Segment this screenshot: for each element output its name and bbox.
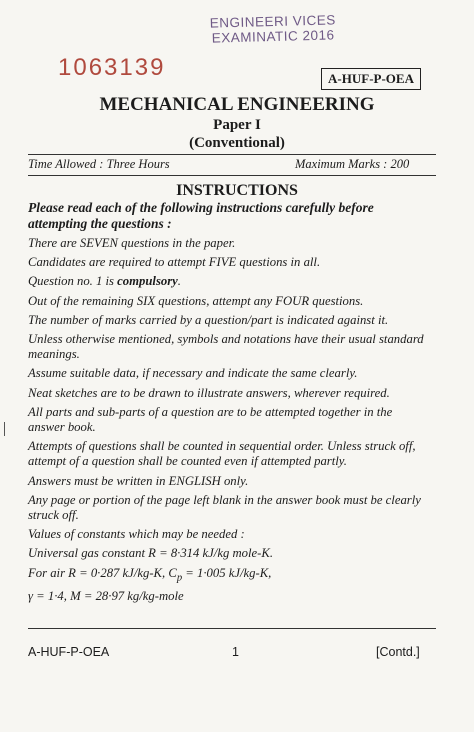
exam-stamp (178, 12, 369, 47)
paper-code-box: A-HUF-P-OEA (321, 68, 421, 90)
footer-continued: [Contd.] (376, 645, 420, 659)
instruction-text: . (177, 274, 181, 289)
subject-title: MECHANICAL ENGINEERING (99, 94, 375, 115)
instruction-item: All parts and sub-parts of a question are to be attempted together in the answer book. (28, 404, 393, 435)
instructions-heading: INSTRUCTIONS (176, 182, 298, 199)
instruction-item: There are SEVEN questions in the paper. (28, 236, 236, 250)
instructions-lead: Please read each of the following instructions carefully before attempting the questions : (28, 200, 374, 231)
serial-number: 1063139 (58, 54, 166, 81)
air-r-text: For air R = 0·287 kJ/kg-K, C (28, 565, 177, 580)
stamp-line-2: EXAMINATIC 2016 (211, 27, 335, 46)
footer-page-number: 1 (232, 645, 239, 659)
gas-constant-line: Universal gas constant R = 8·314 kJ/kg mole-K. (28, 546, 274, 561)
cp-value-text: = 1·005 kJ/kg-K, (182, 565, 272, 580)
paper-type: (Conventional) (189, 135, 285, 151)
instruction-item: Candidates are required to attempt FIVE questions in all. (28, 255, 321, 270)
air-constants-line (28, 566, 424, 586)
instruction-item: Unless otherwise mentioned, symbols and notations have their usual standard meanings. (28, 332, 424, 362)
instruction-item (28, 274, 424, 289)
instruction-item: Answers must be written in ENGLISH only. (28, 473, 249, 488)
header-bottom-rule (28, 175, 436, 176)
instruction-item: Any page or portion of the page left blank in the answer book must be clearly struck off. (28, 492, 421, 523)
instruction-item: Out of the remaining SIX questions, attempt any FOUR questions. (28, 293, 364, 308)
instruction-item: Values of constants which may be needed : (28, 527, 245, 542)
footer-paper-code: A-HUF-P-OEA (28, 645, 110, 659)
gamma-line: γ = 1·4, M = 28·97 kg/kg-mole (28, 589, 184, 604)
top-rule (28, 154, 436, 155)
instruction-item: Attempts of questions shall be counted in sequential order. Unless struck off, attempt of a question shall be counted even if attempted partly. (28, 439, 416, 469)
instruction-item: Assume suitable data, if necessary and indicate the same clearly. (28, 366, 358, 381)
maximum-marks: Maximum Marks : 200 (295, 157, 410, 171)
time-allowed: Time Allowed : Three Hours (28, 157, 170, 171)
compulsory-emphasis: compulsory (117, 274, 178, 289)
paper-number: Paper I (213, 117, 261, 133)
footer-rule (28, 628, 436, 629)
instruction-text: Question no. 1 is (28, 274, 118, 289)
instruction-item: The number of marks carried by a question/part is indicated against it. (28, 312, 389, 327)
instruction-item: Neat sketches are to be drawn to illustrate answers, wherever required. (28, 385, 390, 400)
cp-subscript: p (176, 572, 183, 584)
margin-mark (4, 422, 5, 436)
stamp-line-1: ENGINEERI VICES (209, 12, 336, 31)
instructions-body (28, 200, 424, 609)
